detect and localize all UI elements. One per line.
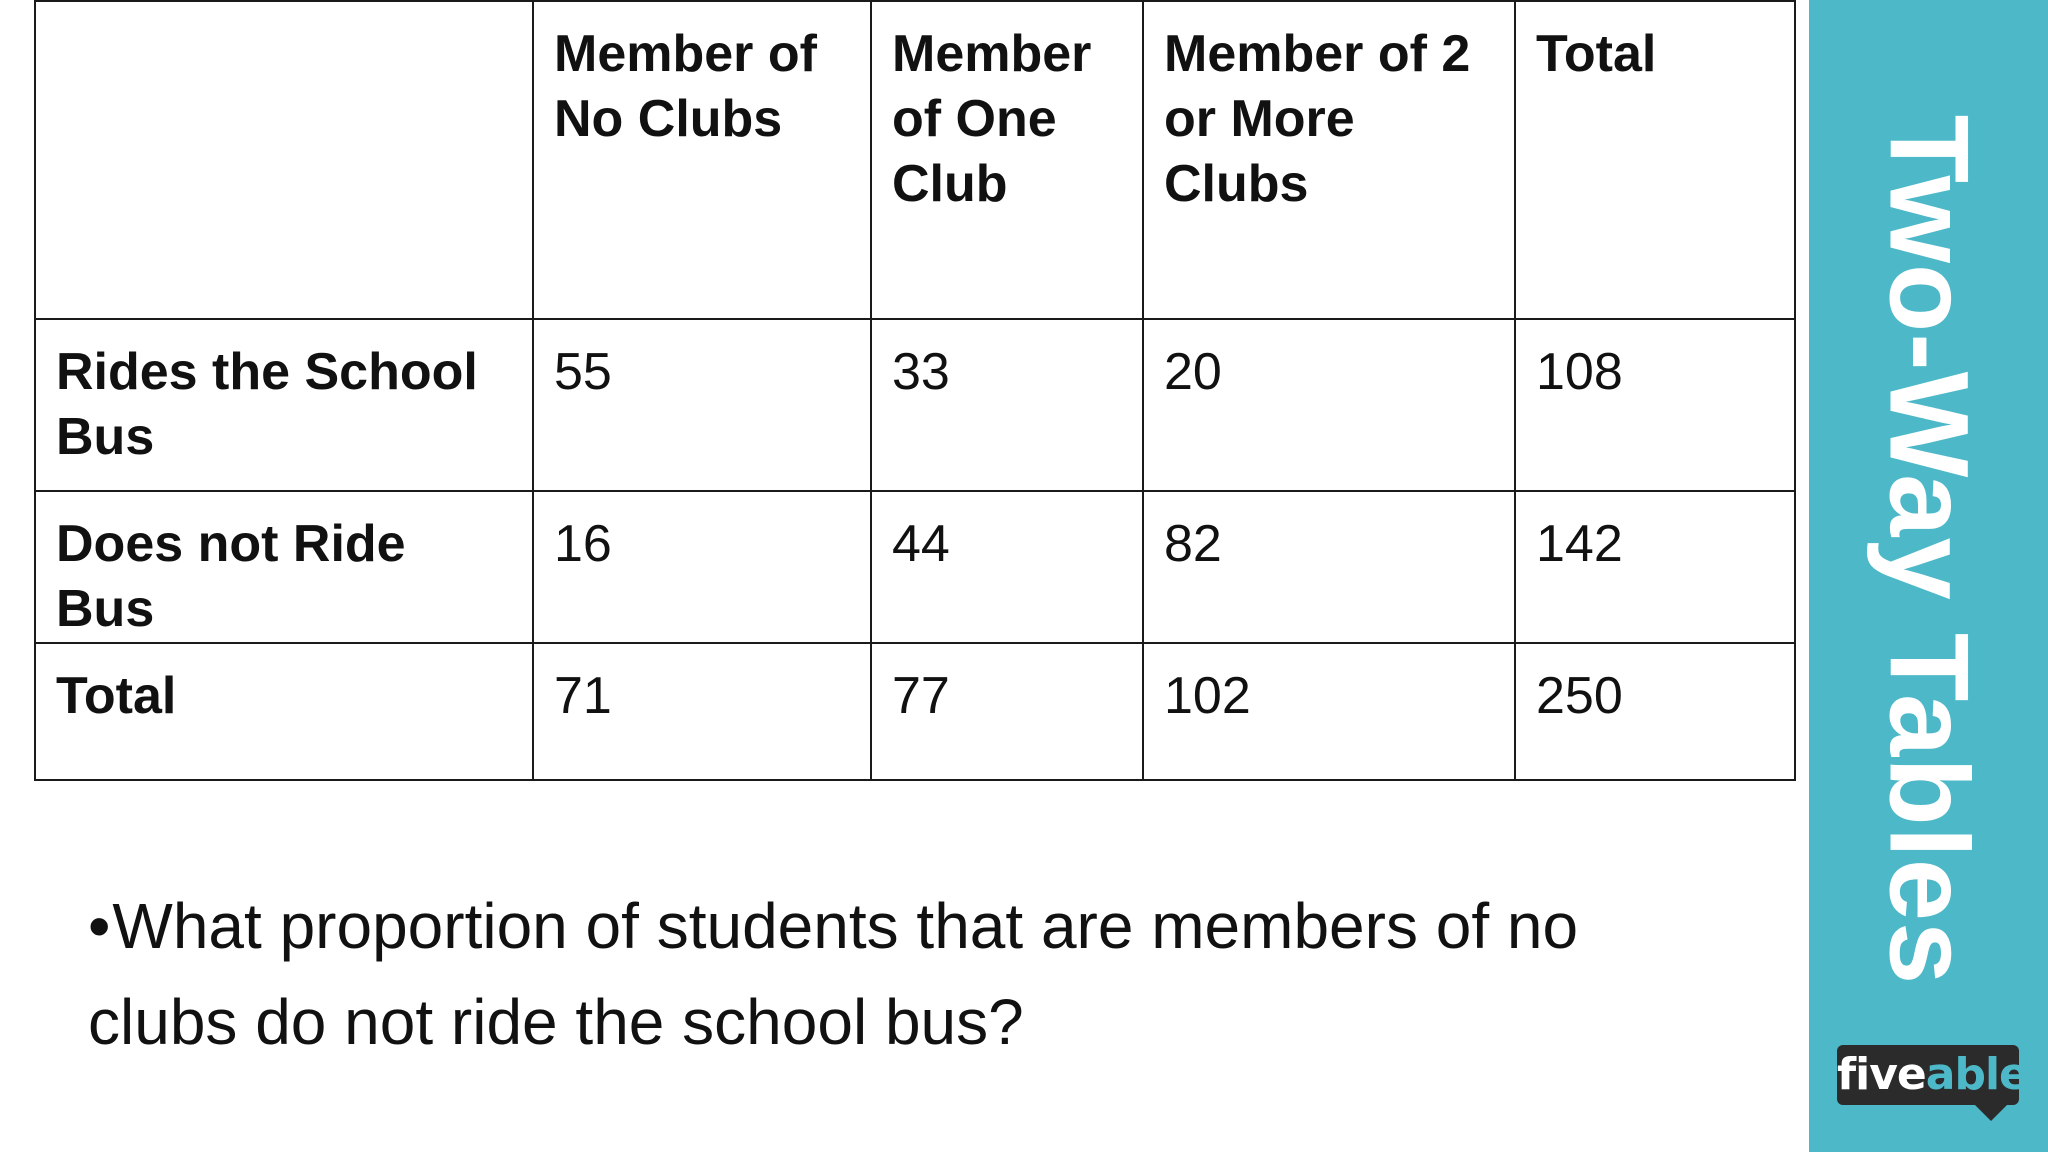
table-cell: 71: [533, 643, 871, 780]
table-row: [35, 491, 1795, 643]
table-cell: 142: [1515, 491, 1795, 643]
table-header-row: [35, 1, 1795, 319]
table-cell: 102: [1143, 643, 1515, 780]
column-header-two-or-more-clubs: Member of 2 or More Clubs: [1143, 1, 1515, 319]
logo-text-able: able: [1925, 1049, 2028, 1100]
logo-text-five: five: [1837, 1049, 1926, 1100]
banner-title: Two-Way Tables: [1866, 114, 1991, 986]
table-cell: 20: [1143, 319, 1515, 491]
bullet: •: [88, 890, 111, 962]
fiveable-logo: [1837, 1045, 2028, 1105]
table-row: [35, 319, 1795, 491]
table-cell: 82: [1143, 491, 1515, 643]
table-row: [35, 643, 1795, 780]
side-banner: [1809, 0, 2048, 1152]
column-header-no-clubs: Member of No Clubs: [533, 1, 871, 319]
table-cell: 44: [871, 491, 1143, 643]
two-way-table: [34, 0, 1796, 781]
table-cell: 77: [871, 643, 1143, 780]
column-header-one-club: Member of One Club: [871, 1, 1143, 319]
table-corner-cell: [35, 1, 533, 319]
row-label-total: Total: [35, 643, 533, 780]
table-cell: 33: [871, 319, 1143, 491]
question-text: [88, 878, 1728, 1070]
question-body: What proportion of students that are members of no clubs do not ride the school bus?: [88, 890, 1579, 1058]
column-header-total: Total: [1515, 1, 1795, 319]
table-cell: 108: [1515, 319, 1795, 491]
table-cell: 250: [1515, 643, 1795, 780]
row-label-rides-bus: Rides the School Bus: [35, 319, 533, 491]
table-cell: 55: [533, 319, 871, 491]
table-cell: 16: [533, 491, 871, 643]
row-label-does-not-ride-bus: Does not Ride Bus: [35, 491, 533, 643]
